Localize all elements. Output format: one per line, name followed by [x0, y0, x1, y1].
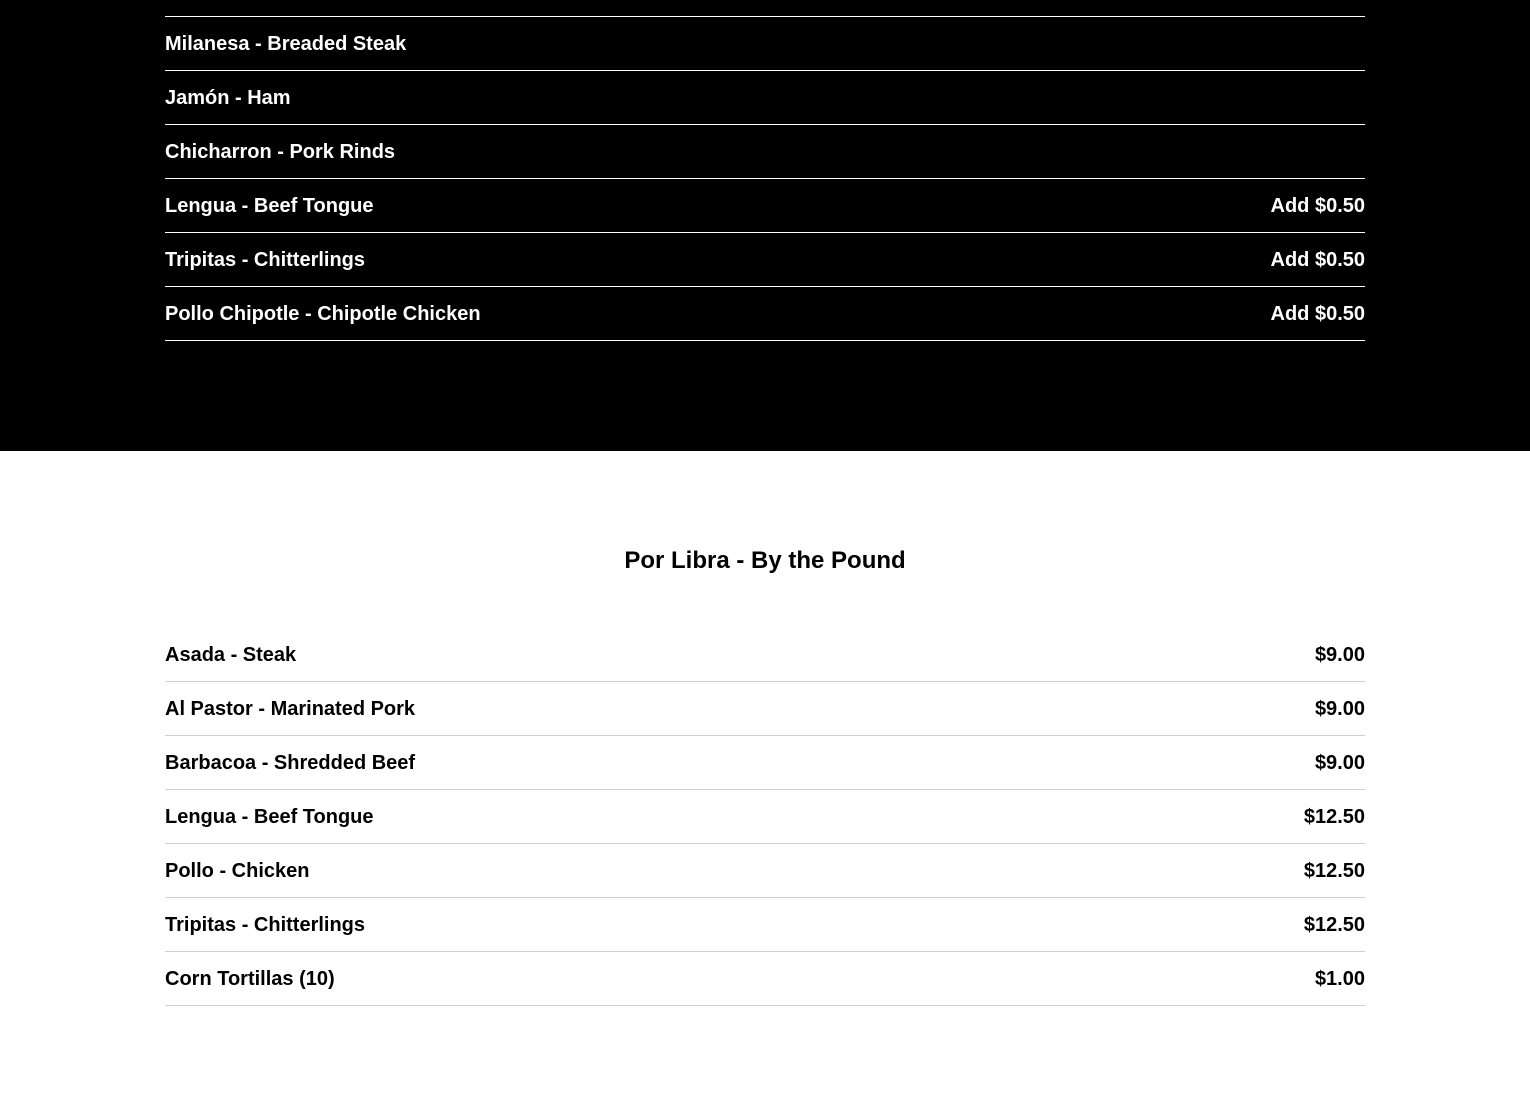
item-name: Tripitas - Chitterlings — [165, 913, 366, 936]
list-item — [165, 17, 1365, 71]
list-item — [165, 125, 1365, 179]
item-price: $1.00 — [1314, 967, 1365, 990]
item-price: Add $0.50 — [1270, 248, 1365, 271]
item-name: Tripitas - Chitterlings — [165, 248, 366, 271]
item-name: Lengua - Beef Tongue — [165, 194, 374, 217]
item-name: Pollo Chipotle - Chipotle Chicken — [165, 302, 481, 325]
by-the-pound-section — [0, 451, 1530, 1094]
item-name: Barbacoa - Shredded Beef — [165, 751, 416, 774]
item-price: $9.00 — [1314, 643, 1365, 666]
by-the-pound-list — [165, 628, 1365, 1006]
item-name: Milanesa - Breaded Steak — [165, 32, 407, 55]
item-price: $12.50 — [1303, 805, 1365, 828]
list-item — [165, 628, 1365, 682]
section-title: Por Libra - By the Pound — [624, 547, 906, 574]
list-item — [165, 233, 1365, 287]
list-item — [165, 844, 1365, 898]
item-name: Jamón - Ham — [165, 86, 291, 109]
item-name: Pollo - Chicken — [165, 859, 310, 882]
list-item — [165, 682, 1365, 736]
meat-options-section — [0, 0, 1530, 451]
list-item — [165, 736, 1365, 790]
item-name: Lengua - Beef Tongue — [165, 805, 374, 828]
item-price: Add $0.50 — [1270, 302, 1365, 325]
item-name: Chicharron - Pork Rinds — [165, 140, 396, 163]
item-price: $12.50 — [1303, 913, 1365, 936]
list-item — [165, 790, 1365, 844]
item-price: $12.50 — [1303, 859, 1365, 882]
item-price: $9.00 — [1314, 697, 1365, 720]
item-price: $9.00 — [1314, 751, 1365, 774]
item-name: Asada - Steak — [165, 643, 297, 666]
list-item — [165, 287, 1365, 341]
item-name: Corn Tortillas (10) — [165, 967, 335, 990]
list-item — [165, 179, 1365, 233]
list-item — [165, 71, 1365, 125]
meat-options-list — [165, 16, 1365, 341]
list-item — [165, 952, 1365, 1006]
item-name: Al Pastor - Marinated Pork — [165, 697, 416, 720]
item-price: Add $0.50 — [1270, 194, 1365, 217]
list-item — [165, 898, 1365, 952]
